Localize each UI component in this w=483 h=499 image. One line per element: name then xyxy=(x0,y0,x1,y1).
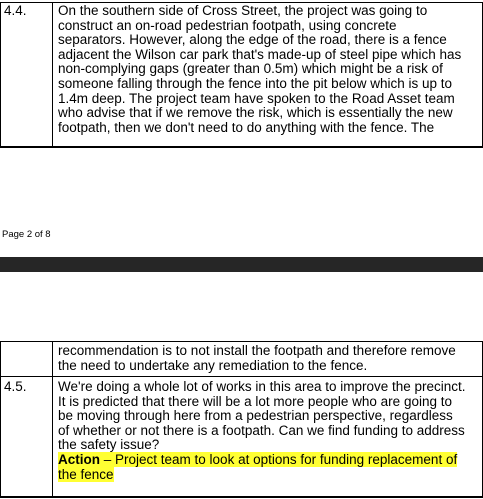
action-text: the fence xyxy=(58,466,114,482)
text-line: someone falling through the fence into the pit below which is up to xyxy=(58,75,452,91)
table-left-border xyxy=(0,341,1,498)
item-number: 4.5. xyxy=(4,379,27,394)
text-line: the need to undertake any remediation to the fence. xyxy=(58,357,368,373)
text-line: We're doing a whole lot of works in this area to improve the precinct. xyxy=(58,379,466,394)
item-text xyxy=(58,4,478,135)
text-line: 1.4m deep. The project team have spoken to the Road Asset team xyxy=(58,90,455,106)
text-line: who advise that if we remove the risk, which is essentially the new xyxy=(58,105,453,121)
text-line: adjacent the Wilson car park that's made-up of steel pipe which has xyxy=(58,46,462,62)
text-line: On the southern side of Cross Street, the project was going to xyxy=(58,3,428,18)
page-separator xyxy=(0,257,483,272)
action-line xyxy=(58,453,478,468)
text-line: It is predicted that there will be a lot more people who are going to xyxy=(58,393,452,409)
table-bottom-border xyxy=(0,496,483,498)
table-column-divider xyxy=(52,2,53,148)
text-line: of whether or not there is a footpath. Can we find funding to address xyxy=(58,422,465,438)
text-line: be moving through here from a pedestrian perspective, regardless xyxy=(58,408,453,424)
table-column-divider xyxy=(52,341,53,498)
text-line: non-complying gaps (greater than 0.5m) which might be a risk of xyxy=(58,61,443,77)
action-label: Action xyxy=(58,451,100,467)
text-line: recommendation is to not install the footpath and therefore remove xyxy=(58,343,456,358)
row-divider xyxy=(0,376,483,377)
table-left-border xyxy=(0,2,1,148)
text-line: separators. However, along the edge of the road, there is a fence xyxy=(58,32,447,48)
item-text xyxy=(58,380,478,482)
text-line: construct an on-road pedestrian footpath, using concrete xyxy=(58,17,397,33)
text-line: footpath, then we don't need to do anything with the fence. The xyxy=(58,119,435,135)
page-number-footer: Page 2 of 8 xyxy=(2,229,51,240)
item-number: 4.4. xyxy=(4,3,27,18)
continued-text xyxy=(58,344,478,373)
table-top-border xyxy=(0,341,483,342)
text-line: the safety issue? xyxy=(58,437,160,453)
table-bottom-border xyxy=(0,146,483,148)
action-line xyxy=(58,468,478,483)
action-text: – Project team to look at options for funding replacement of xyxy=(100,451,458,467)
